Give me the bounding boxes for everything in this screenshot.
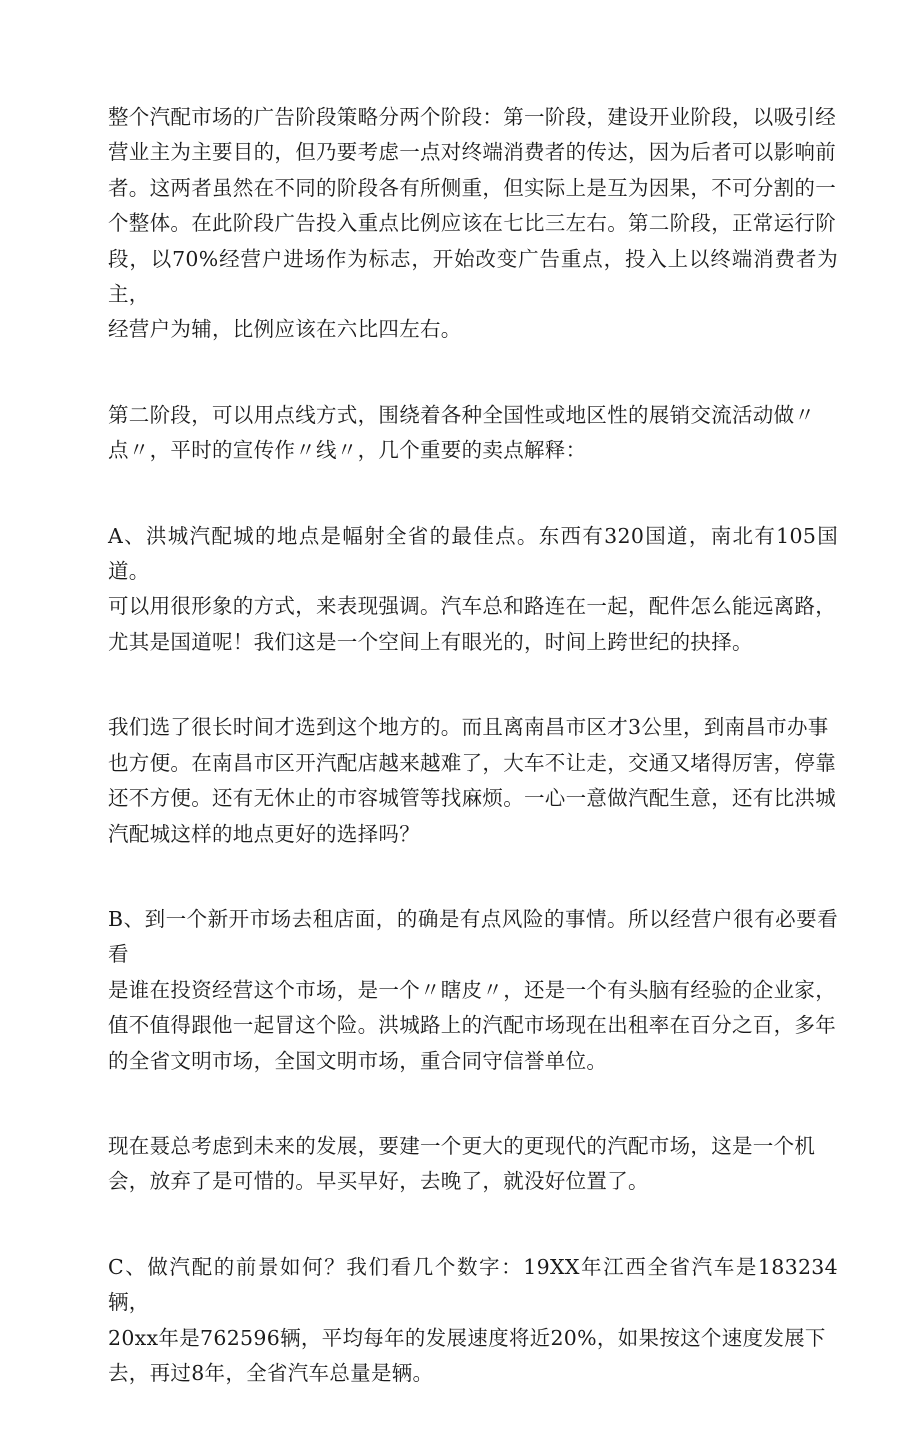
paragraph-advertising-stages: 整个汽配市场的广告阶段策略分两个阶段：第一阶段，建设开业阶段，以吸引经 营业主为主要目的，但乃要考虑一点对终端消费者的传达，因为后者可以影响前 者。这两者虽然在不同的阶段各有所侧重，但实际上是互为因果，不可分割的一 个整体。在此阶段广告投入重点比例应该在七比三左右。第二阶段，正常运行阶 段，以70%经营户进场作为标志，开始改变广告重点，投入上以终端消费者为主， 经营户为辅，比例应该在六比四左右。: [108, 105, 838, 342]
paragraph-selling-point-a: A、洪城汽配城的地点是幅射全省的最佳点。东西有320国道，南北有105国道。 可以用很形象的方式，来表现强调。汽车总和路连在一起，配件怎么能远离路， 尤其是国道呢！我们这是一个空间上有眼光的，时间上跨世纪的抉择。: [108, 523, 838, 654]
paragraph-opportunity: 现在聂总考虑到未来的发展，要建一个更大的更现代的汽配市场，这是一个机 会，放弃了是可惜的。早买早好，去晚了，就没好位置了。: [108, 1133, 816, 1194]
paragraph-selling-point-b: B、到一个新开市场去租店面，的确是有点风险的事情。所以经营户很有必要看看 是谁在投资经营这个市场，是一个〃瞎皮〃，还是一个有头脑有经验的企业家， 值不值得跟他一起冒这个险。洪城路上的汽配市场现在出租率在百分之百，多年 的全省文明市场，全国文明市场，重合同守信誉单位。: [108, 906, 838, 1073]
paragraph-point-line-approach: 第二阶段，可以用点线方式，围绕着各种全国性或地区性的展销交流活动做〃 点〃，平时的宣传作〃线〃，几个重要的卖点解释：: [108, 402, 816, 463]
document-body: [108, 100, 838, 1441]
paragraph-selling-point-c: C、做汽配的前景如何？我们看几个数字：19XX年江西全省汽车是183234辆， 20xx年是762596辆，平均每年的发展速度将近20%，如果按这个速度发展下 去，再过8年，全省汽车总量是辆。: [108, 1254, 838, 1385]
paragraph-location-choice: 我们选了很长时间才选到这个地方的。而且离南昌市区才3公里，到南昌市办事 也方便。在南昌市区开汽配店越来越难了，大车不让走，交通又堵得厉害，停靠 还不方便。还有无休止的市容城管等找麻烦。一心一意做汽配生意，还有比洪城 汽配城这样的地点更好的选择吗？: [108, 715, 836, 846]
